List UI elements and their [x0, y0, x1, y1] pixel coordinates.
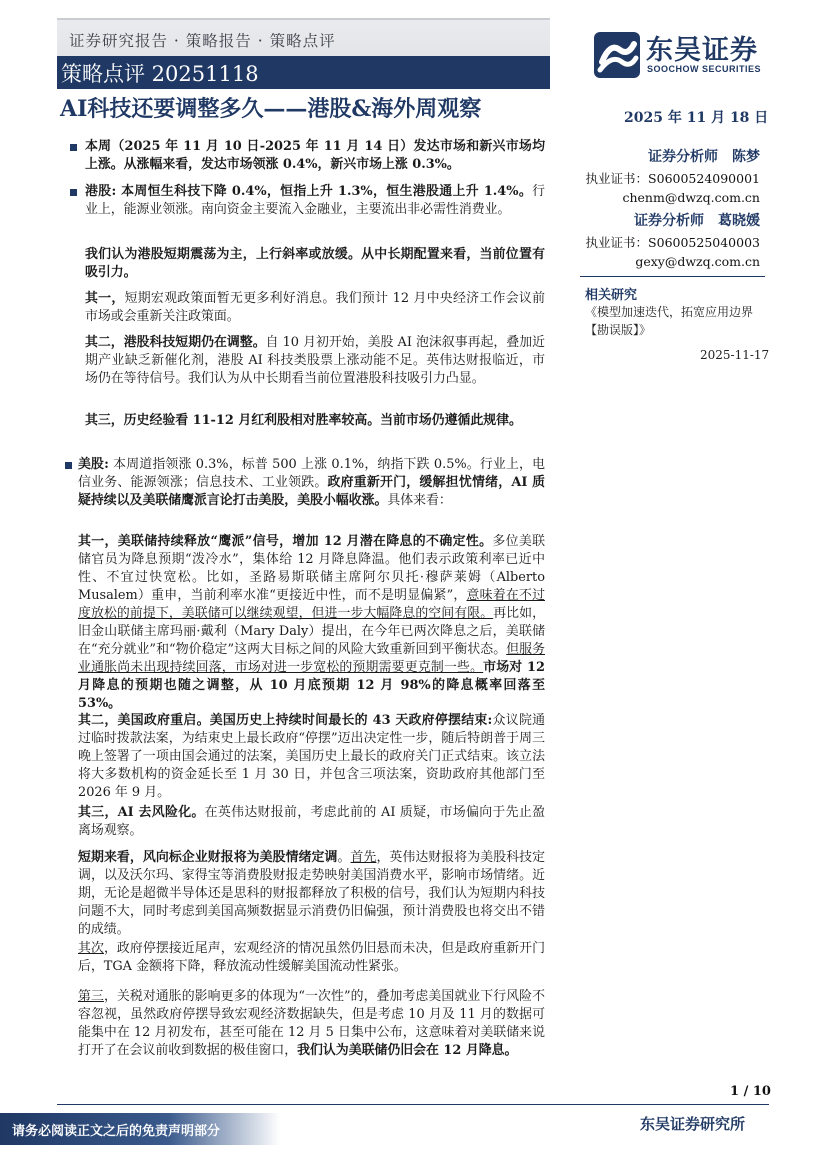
paragraph-third: 第三，关税对通胀的影响更多的体现为“一次性”的，叠加考虑美国就业下行风险不容忽视，虽然政府停摆导致宏观经济数据缺失，但是考虑 10 月及 11 月的数据可能集中在 12 月初发布，甚至可能在 12 月 5 日集中公布，这意味着对美联储来说打开了在会议前收到数据的极佳窗口，我们认为美联储仍旧会在 12 月降息。: [78, 989, 546, 1058]
report-tag: 策略点评 20251118: [61, 62, 259, 86]
report-title: AI科技还要调整多久——港股&海外周观察: [60, 96, 482, 122]
bullet-icon: [70, 144, 77, 151]
paragraph-us-point-2: 其二，美国政府重启。美国历史上持续时间最长的 43 天政府停摆结束:众议院通过临时拨款法案，为结束史上最长政府“停摆”迈出决定性一步，随后特朗普于周三晚上签署了一项由国会通过的法案，美国历史上最长的政府关门正式结束。该立法将大多数机构的资金延长至 1 月 30 日，并包含三项法案，资助政府其他部门至 2026 年 9 月。: [78, 713, 546, 800]
analyst-2-name: 证券分析师 葛晓媛: [634, 213, 760, 229]
related-research-date: 2025-11-17: [700, 348, 770, 362]
page-number: 1 / 10: [730, 1084, 771, 1099]
logo-text-en: SOOCHOW SECURITIES: [647, 64, 762, 74]
paragraph-market-summary: 本周（2025 年 11 月 10 日-2025 年 11 月 14 日）发达市场和新兴市场均上涨。从涨幅来看，发达市场领涨 0.4%，新兴市场上涨 0.3%。: [85, 139, 545, 172]
paragraph-us-point-3: 其三，AI 去风险化。在英伟达财报前，考虑此前的 AI 质疑，市场偏向于先止盈离场观察。: [78, 805, 545, 838]
related-research-link[interactable]: 《模型加速迭代，拓宽应用边界【勘误版】》: [585, 305, 754, 337]
paragraph-second: 其次，政府停摆接近尾声，宏观经济的情况虽然仍旧悬而未决，但是政府重新开门后，TGA 金额将下降，释放流动性缓解美国流动性紧张。: [78, 941, 546, 974]
disclaimer-text[interactable]: 请务必阅读正文之后的免责声明部分: [12, 1124, 221, 1139]
related-research-title: 相关研究: [585, 288, 638, 303]
paragraph-hk-point-3: 其三，历史经验看 11-12 月红利股相对胜率较高。当前市场仍遵循此规律。: [85, 413, 522, 428]
paragraph-hk-view: 我们认为港股短期震荡为主，上行斜率或放缓。从中长期配置来看，当前位置有吸引力。: [85, 247, 545, 280]
footer-divider: [57, 1104, 769, 1105]
bullet-icon: [70, 189, 77, 196]
bullet-icon: [65, 462, 72, 469]
analyst-2-email[interactable]: gexy@dwzq.com.cn: [635, 254, 760, 269]
logo-text-cn: 东吴证券: [646, 35, 758, 66]
analyst-2-cert: 执业证书：S0600525040003: [585, 235, 760, 250]
analyst-1-cert: 执业证书：S0600524090001: [585, 171, 760, 186]
paragraph-us-point-1: 其一，美联储持续释放“鹰派”信号，增加 12 月潜在降息的不确定性。多位美联储官员为降息预期“泼冷水”，集体给 12 月降息降温。他们表示政策利率已近中性、不宜过快宽松。比如，圣路易斯联储主席阿尔贝托·穆萨莱姆（Alberto Musalem）重申，当前利率水准“更接近中性，而不是明显偏紧”，意味着在不过度放松的前提下，美联储可以继续观望，但进一步大幅降息的空间有限。再比如，旧金山联储主席玛丽·戴利（Mary Daly）提出，在今年已两次降息之后，美联储在“充分就业”和“物价稳定”这两大目标之间的风险大致重新回到平衡状态。但服务业通胀尚未出现持续回落，市场对进一步宽松的预期需要更克制一些。市场对 12 月降息的预期也随之调整，从 10 月底预期 12 月 98%的降息概率回落至 53%。: [78, 534, 546, 711]
analyst-1-email[interactable]: chenm@dwzq.com.cn: [622, 190, 760, 205]
report-date: 2025 年 11 月 18 日: [624, 110, 769, 126]
analyst-1-name: 证券分析师 陈梦: [648, 149, 760, 165]
paragraph-hk-point-2: 其二，港股科技短期仍在调整。自 10 月初开始，美股 AI 泡沫叙事再起，叠加近期产业缺乏新催化剂，港股 AI 科技类股票上涨动能不足。英伟达财报临近，市场仍在等待信号。我们认为从中长期看当前位置港股科技吸引力凸显。: [85, 335, 545, 386]
breadcrumb: 证券研究报告 · 策略报告 · 策略点评: [69, 32, 336, 50]
paragraph-hk-point-1: 其一，短期宏观政策面暂无更多利好消息。我们预计 12 月中央经济工作会议前市场或会重新关注政策面。: [85, 291, 545, 324]
disclaimer-banner: [0, 1113, 280, 1145]
paragraph-us-stocks: 美股: 本周道指领涨 0.3%，标普 500 上涨 0.1%，纳指下跌 0.5%。行业上，电信业务、能源领涨；信息技术、工业领跌。政府重新开门，缓解担忧情绪，AI 质疑持续以及美联储鹰派言论打击美股，美股小幅收涨。具体来看：: [78, 457, 546, 508]
institute-name: 东吴证券研究所: [640, 1115, 746, 1133]
paragraph-hk-stocks: 港股: 本周恒生科技下降 0.4%，恒指上升 1.3%，恒生港股通上升 1.4%。行业上，能源业领涨。南向资金主要流入金融业，主要流出非必需性消费业。: [85, 184, 545, 217]
paragraph-short-term: 短期来看，风向标企业财报将为美股情绪定调。首先，英伟达财报将为美股科技定调，以及沃尔玛、家得宝等消费股财报走势映射美国消费水平，影响市场情绪。近期，无论是超微半导体还是思科的财报都释放了积极的信号，我们认为短期内科技问题不大，同时考虑到美国高频数据显示消费仍旧偏强，预计消费股也将交出不错的成绩。: [78, 850, 546, 937]
